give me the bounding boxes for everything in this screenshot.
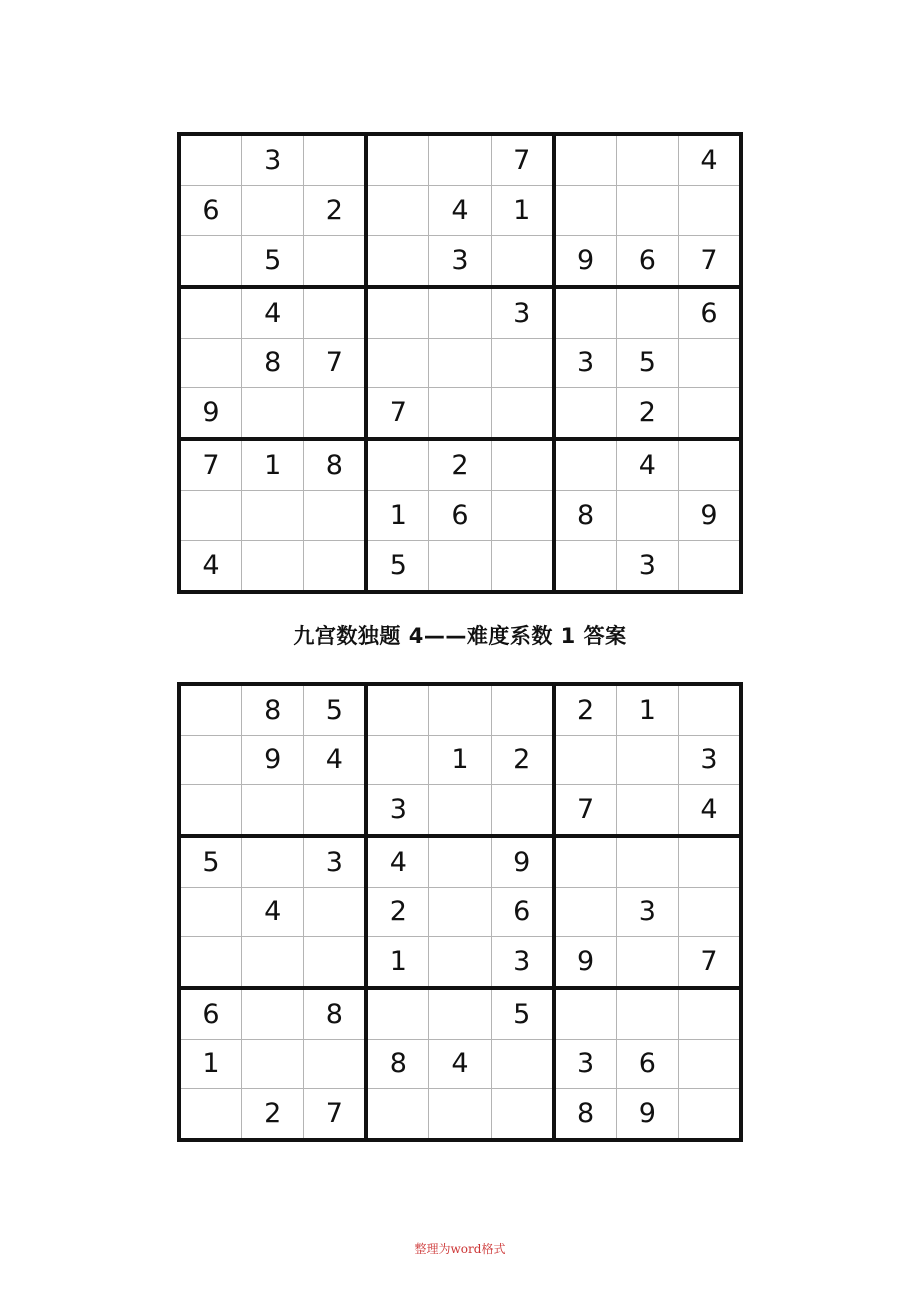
grid-cell: 8 (554, 491, 616, 540)
grid-cell: 3 (679, 735, 742, 784)
grid-cell (491, 1039, 553, 1088)
grid-cell (304, 287, 366, 339)
grid-cell: 2 (429, 439, 491, 491)
grid-cell: 4 (241, 887, 303, 936)
grid-row (179, 735, 741, 784)
grid-cell: 2 (554, 684, 616, 735)
grid-row (179, 388, 741, 440)
grid-cell (429, 988, 491, 1039)
grid-cell: 1 (429, 735, 491, 784)
grid-cell: 7 (554, 785, 616, 836)
grid-cell (179, 338, 241, 387)
grid-cell: 6 (429, 491, 491, 540)
grid-cell (366, 439, 428, 491)
grid-cell (241, 988, 303, 1039)
grid-cell: 7 (304, 338, 366, 387)
grid-cell: 4 (179, 540, 241, 592)
grid-cell (554, 287, 616, 339)
grid-cell: 1 (366, 937, 428, 988)
grid-cell: 9 (616, 1088, 678, 1140)
answer-grid (177, 682, 743, 1142)
grid-cell (429, 287, 491, 339)
grid-cell (679, 1088, 742, 1140)
grid-cell (554, 186, 616, 235)
grid-cell (491, 540, 553, 592)
grid-cell (304, 540, 366, 592)
grid-cell (179, 235, 241, 287)
grid-cell (429, 836, 491, 887)
grid-cell: 1 (241, 439, 303, 491)
grid-cell (304, 388, 366, 440)
grid-cell: 3 (366, 785, 428, 836)
grid-row (179, 836, 741, 887)
grid-cell (491, 338, 553, 387)
grid-cell (554, 540, 616, 592)
grid-cell (366, 684, 428, 735)
grid-cell (616, 836, 678, 887)
grid-row (179, 338, 741, 387)
grid-cell (616, 186, 678, 235)
grid-cell (491, 439, 553, 491)
grid-cell (616, 735, 678, 784)
grid-cell (679, 439, 742, 491)
grid-cell: 2 (366, 887, 428, 936)
grid-cell (679, 988, 742, 1039)
grid-row (179, 235, 741, 287)
grid-cell: 3 (429, 235, 491, 287)
grid-cell (429, 785, 491, 836)
grid-cell (241, 937, 303, 988)
grid-cell (679, 388, 742, 440)
grid-cell (241, 388, 303, 440)
grid-cell (304, 785, 366, 836)
grid-cell (616, 287, 678, 339)
grid-cell: 7 (304, 1088, 366, 1140)
grid-cell: 4 (679, 785, 742, 836)
grid-cell: 9 (554, 937, 616, 988)
grid-cell (679, 887, 742, 936)
grid-cell (179, 785, 241, 836)
grid-cell (179, 1088, 241, 1140)
grid-cell (304, 235, 366, 287)
grid-cell (491, 491, 553, 540)
grid-cell: 5 (179, 836, 241, 887)
grid-cell: 7 (491, 134, 553, 186)
grid-cell (241, 836, 303, 887)
grid-cell (554, 735, 616, 784)
grid-cell (179, 491, 241, 540)
grid-cell: 3 (616, 540, 678, 592)
grid-cell: 4 (366, 836, 428, 887)
grid-row (179, 540, 741, 592)
grid-cell (491, 235, 553, 287)
grid-cell: 4 (429, 186, 491, 235)
grid-cell: 3 (241, 134, 303, 186)
grid-cell (491, 1088, 553, 1140)
grid-cell (429, 937, 491, 988)
grid-cell (304, 937, 366, 988)
grid-cell: 3 (304, 836, 366, 887)
grid-cell: 6 (616, 235, 678, 287)
grid-cell: 5 (241, 235, 303, 287)
grid-cell (366, 988, 428, 1039)
grid-cell (366, 235, 428, 287)
grid-cell (179, 887, 241, 936)
grid-cell (304, 1039, 366, 1088)
grid-row (179, 684, 741, 735)
grid-cell: 6 (179, 186, 241, 235)
grid-row (179, 937, 741, 988)
grid-cell (616, 937, 678, 988)
grid-cell (366, 735, 428, 784)
grid-row (179, 785, 741, 836)
grid-cell (304, 491, 366, 540)
grid-cell: 9 (491, 836, 553, 887)
grid-cell: 4 (241, 287, 303, 339)
grid-cell: 5 (616, 338, 678, 387)
grid-cell: 1 (179, 1039, 241, 1088)
grid-cell (429, 338, 491, 387)
grid-cell: 1 (616, 684, 678, 735)
grid-cell (241, 1039, 303, 1088)
grid-cell (179, 287, 241, 339)
grid-cell: 3 (491, 937, 553, 988)
grid-row (179, 988, 741, 1039)
grid-cell (554, 988, 616, 1039)
grid-cell: 7 (179, 439, 241, 491)
grid-cell (429, 134, 491, 186)
grid-cell (491, 684, 553, 735)
grid-cell (366, 287, 428, 339)
grid-cell (616, 491, 678, 540)
grid-cell (554, 836, 616, 887)
grid-cell (679, 540, 742, 592)
grid-cell: 3 (616, 887, 678, 936)
grid-cell (491, 785, 553, 836)
grid-row (179, 491, 741, 540)
puzzle-grid (177, 132, 743, 594)
grid-cell (554, 439, 616, 491)
grid-cell: 9 (241, 735, 303, 784)
grid-cell (429, 887, 491, 936)
grid-row (179, 134, 741, 186)
answer-caption: 九宫数独题 4——难度系数 1 答案 (293, 624, 627, 648)
grid-cell (179, 937, 241, 988)
grid-cell (554, 887, 616, 936)
grid-cell (679, 1039, 742, 1088)
grid-cell: 6 (491, 887, 553, 936)
grid-row (179, 439, 741, 491)
grid-cell: 3 (554, 1039, 616, 1088)
grid-cell (429, 388, 491, 440)
footer-note: 整理为word格式 (414, 1242, 506, 1256)
grid-cell: 9 (179, 388, 241, 440)
grid-cell (366, 134, 428, 186)
grid-row (179, 186, 741, 235)
grid-cell: 8 (304, 439, 366, 491)
grid-cell: 5 (304, 684, 366, 735)
grid-cell (241, 186, 303, 235)
grid-cell (304, 887, 366, 936)
grid-cell: 7 (679, 937, 742, 988)
grid-cell: 8 (554, 1088, 616, 1140)
grid-cell: 4 (616, 439, 678, 491)
grid-cell (679, 186, 742, 235)
grid-row (179, 287, 741, 339)
grid-row (179, 887, 741, 936)
grid-cell: 5 (366, 540, 428, 592)
grid-cell (679, 684, 742, 735)
grid-cell: 8 (304, 988, 366, 1039)
grid-cell (179, 684, 241, 735)
grid-cell (429, 684, 491, 735)
grid-cell (679, 338, 742, 387)
grid-cell (679, 836, 742, 887)
grid-cell: 6 (679, 287, 742, 339)
grid-cell (366, 1088, 428, 1140)
grid-cell (241, 540, 303, 592)
grid-cell: 8 (241, 684, 303, 735)
grid-cell (429, 540, 491, 592)
grid-cell (179, 735, 241, 784)
grid-cell: 6 (179, 988, 241, 1039)
grid-cell: 1 (366, 491, 428, 540)
grid-cell (304, 134, 366, 186)
grid-cell (429, 1088, 491, 1140)
grid-cell (241, 785, 303, 836)
grid-cell (616, 785, 678, 836)
grid-cell: 8 (366, 1039, 428, 1088)
grid-cell: 2 (304, 186, 366, 235)
grid-cell (241, 491, 303, 540)
grid-cell: 4 (679, 134, 742, 186)
grid-cell: 3 (554, 338, 616, 387)
grid-cell (179, 134, 241, 186)
grid-cell: 5 (491, 988, 553, 1039)
grid-cell (366, 338, 428, 387)
grid-cell: 2 (241, 1088, 303, 1140)
grid-cell: 3 (491, 287, 553, 339)
grid-cell: 7 (366, 388, 428, 440)
grid-cell: 2 (491, 735, 553, 784)
grid-cell: 1 (491, 186, 553, 235)
grid-cell: 4 (304, 735, 366, 784)
grid-cell (616, 134, 678, 186)
grid-cell: 6 (616, 1039, 678, 1088)
grid-row (179, 1088, 741, 1140)
grid-cell: 9 (679, 491, 742, 540)
grid-cell (616, 988, 678, 1039)
grid-cell (554, 388, 616, 440)
grid-cell (554, 134, 616, 186)
grid-cell: 8 (241, 338, 303, 387)
grid-row (179, 1039, 741, 1088)
grid-cell: 2 (616, 388, 678, 440)
grid-cell: 4 (429, 1039, 491, 1088)
grid-cell: 7 (679, 235, 742, 287)
grid-cell (366, 186, 428, 235)
grid-cell: 9 (554, 235, 616, 287)
grid-cell (491, 388, 553, 440)
